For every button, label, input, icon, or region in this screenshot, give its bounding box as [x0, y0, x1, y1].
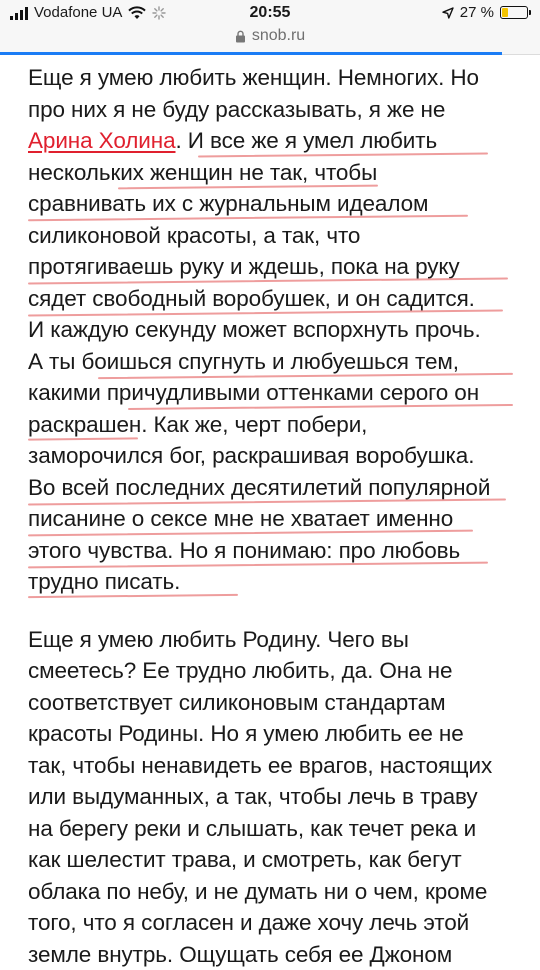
paragraph-spacer — [28, 598, 514, 624]
text-line: нескольких женщин не так, чтобы — [28, 157, 514, 189]
text-line: земле внутрь. Ощущать себя ее Джоном — [28, 939, 514, 970]
text-line: Арина Холина. И все же я умел любить — [28, 125, 514, 157]
battery-level — [502, 8, 508, 17]
text-line: какими причудливыми оттенками серого он — [28, 377, 514, 409]
text-line: протягиваешь руку и ждешь, пока на руку — [28, 251, 514, 283]
text-line: этого чувства. Но я понимаю: про любовь — [28, 535, 514, 567]
url-text[interactable]: snob.ru — [252, 27, 305, 45]
highlight-underline — [28, 594, 238, 598]
battery-percent: 27 % — [460, 4, 494, 21]
paragraph — [28, 624, 514, 970]
text-line: сядет свободный воробушек, и он садится. — [28, 283, 514, 315]
text-line: красоты Родины. Но я умею любить ее не — [28, 718, 514, 750]
address-bar[interactable] — [0, 27, 540, 45]
text-line: облака по небу, и не думать ни о чем, кроме — [28, 876, 514, 908]
text-line: смеетесь? Ее трудно любить, да. Она не — [28, 655, 514, 687]
text-line: Еще я умею любить Родину. Чего вы — [28, 624, 514, 656]
text-line: силиконовой красоты, а так, что — [28, 220, 514, 252]
page-load-progress — [0, 52, 540, 55]
text-line: того, что я согласен и даже хочу лечь этой — [28, 907, 514, 939]
article-body — [28, 62, 514, 970]
text-line: И каждую секунду может вспорхнуть прочь. — [28, 314, 514, 346]
text-line: раскрашен. Как же, черт побери, — [28, 409, 514, 441]
page-load-progress-fill — [0, 52, 502, 55]
text-line: или выдуманных, а так, чтобы лечь в траву — [28, 781, 514, 813]
text-line: соответствует силиконовым стандартам — [28, 687, 514, 719]
author-link[interactable]: Арина Холина — [28, 128, 176, 153]
text-line: на берегу реки и слышать, как течет река и — [28, 813, 514, 845]
text-line: Еще я умею любить женщин. Немногих. Но — [28, 62, 514, 94]
battery-icon — [500, 6, 528, 19]
text-line: сравнивать их с журнальным идеалом — [28, 188, 514, 220]
location-arrow-icon — [442, 7, 454, 19]
text-line: заморочился бог, раскрашивая воробушка. — [28, 440, 514, 472]
text-line: как шелестит трава, и смотреть, как бегут — [28, 844, 514, 876]
text-line: трудно писать. — [28, 566, 514, 598]
status-bar — [0, 0, 540, 55]
text-line: Во всей последних десятилетий популярной — [28, 472, 514, 504]
clock: 20:55 — [0, 4, 540, 22]
text-line: А ты боишься спугнуть и любуешься тем, — [28, 346, 514, 378]
battery-group — [442, 4, 528, 21]
paragraph — [28, 62, 514, 598]
text-line: про них я не буду рассказывать, я же не — [28, 94, 514, 126]
text-line: писанине о сексе мне не хватает именно — [28, 503, 514, 535]
carrier-name: Vodafone UA — [34, 4, 122, 21]
text-line: так, чтобы ненавидеть ее врагов, настоящих — [28, 750, 514, 782]
lock-icon — [235, 30, 246, 43]
